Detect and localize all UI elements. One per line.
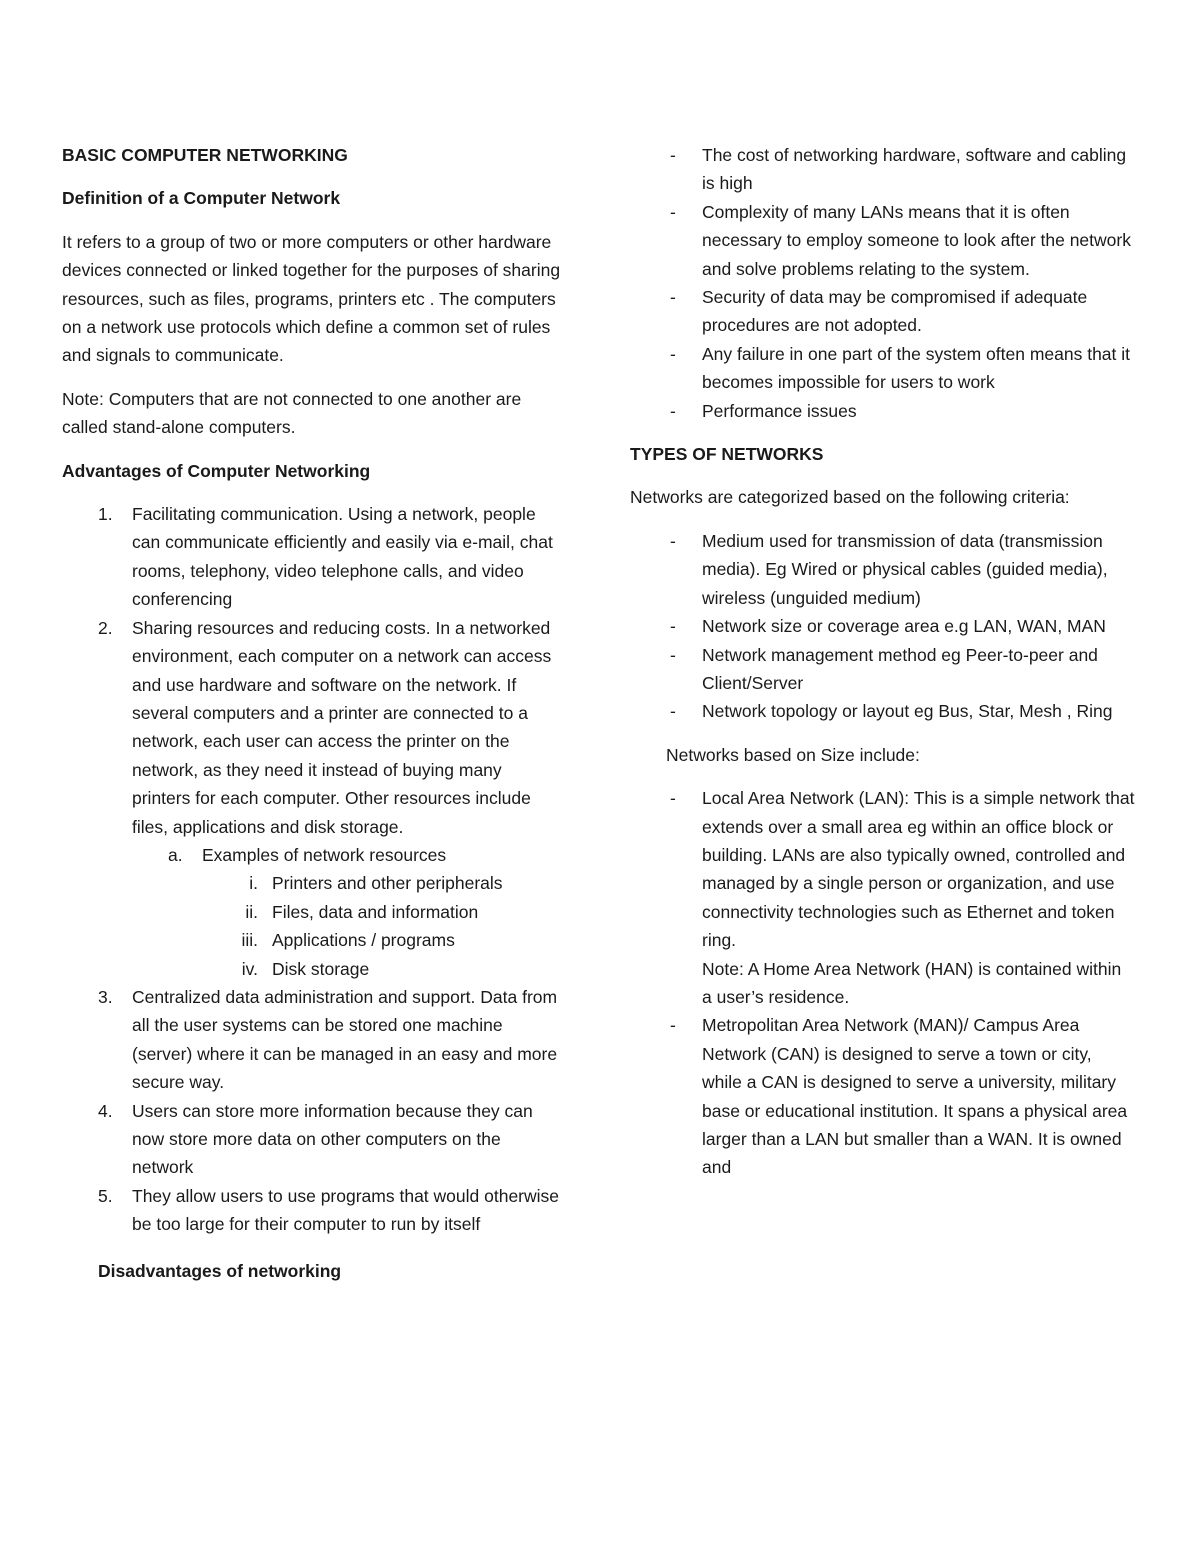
dash-marker: - <box>670 530 676 551</box>
page-title: BASIC COMPUTER NETWORKING <box>62 145 348 165</box>
resources-subitem <box>62 841 562 869</box>
disadvantage-item <box>630 198 1135 283</box>
definition-paragraph: It refers to a group of two or more computers or other hardware devices connected or linked together for the purposes of sharing resources, such as files, programs, printers etc . The computers on a network use protocols which define a common set of rules and signals to communicate. <box>62 231 561 366</box>
resource-item <box>62 869 562 897</box>
criteria-item <box>630 527 1135 612</box>
list-marker: a. <box>168 844 183 865</box>
man-text: Metropolitan Area Network (MAN)/ Campus Area Network (CAN) is designed to serve a town or city, while a CAN is designed to serve a university, military base or educational institution. It spans a physical area larger than a LAN but smaller than a WAN. It is owned and <box>702 1015 1128 1178</box>
list-item-text: Sharing resources and reducing costs. In a networked environment, each computer on a network can access and use hardware and software on the network. If several computers and a printer are connected to a network, each user can access the printer on the network, as they need it instead of buying many printers for each computer. Other resources include files, applications and disk storage. <box>132 617 552 837</box>
size-list <box>630 784 1135 1182</box>
list-item-text: Disk storage <box>272 958 370 979</box>
criteria-list <box>630 527 1135 726</box>
disadvantage-item <box>630 141 1135 198</box>
list-marker: 3. <box>98 986 113 1007</box>
list-marker: iii. <box>241 930 258 951</box>
types-heading: TYPES OF NETWORKS <box>630 444 824 465</box>
dash-marker: - <box>670 287 676 308</box>
list-marker: 1. <box>98 504 113 525</box>
left-column <box>62 141 562 1285</box>
list-marker: 5. <box>98 1185 113 1206</box>
disadvantage-item <box>630 340 1135 397</box>
disadvantage-item <box>630 283 1135 340</box>
list-item-text: Printers and other peripherals <box>272 873 503 894</box>
dash-marker: - <box>670 616 676 637</box>
list-item-text: Complexity of many LANs means that it is often necessary to employ someone to look after the network and solve problems relating to the system. <box>702 201 1131 279</box>
size-intro: Networks based on Size include: <box>666 744 920 765</box>
list-item-text: They allow users to use programs that would otherwise be too large for their computer to run by itself <box>132 1185 560 1235</box>
list-item-text: Applications / programs <box>272 930 455 951</box>
list-item-text: Any failure in one part of the system often means that it becomes impossible for users to work <box>702 343 1131 393</box>
list-item-text: Network size or coverage area e.g LAN, WAN, MAN <box>702 616 1106 637</box>
list-item-text: Centralized data administration and support. Data from all the user systems can be stored one machine (server) where it can be managed in an easy and more secure way. <box>132 986 558 1093</box>
criteria-item <box>630 612 1135 640</box>
dash-marker: - <box>670 400 676 421</box>
disadvantage-item <box>630 397 1135 425</box>
list-marker: 4. <box>98 1100 113 1121</box>
list-item-text: Medium used for transmission of data (transmission media). Eg Wired or physical cables (guided media), wireless (unguided medium) <box>702 530 1108 608</box>
lan-text: Local Area Network (LAN): This is a simple network that extends over a small area eg within an office block or building. LANs are also typically owned, controlled and managed by a single person or organization, and use connectivity technologies such as Ethernet and token ring. <box>702 788 1135 951</box>
advantages-list <box>62 500 562 1239</box>
advantage-item-1 <box>62 500 562 614</box>
list-marker: iv. <box>241 958 258 979</box>
disadvantages-list <box>630 141 1135 425</box>
resource-item <box>62 898 562 926</box>
resource-item <box>62 926 562 954</box>
han-note: Note: A Home Area Network (HAN) is contained within a user’s residence. <box>702 958 1122 1007</box>
list-item-text: Examples of network resources <box>202 844 447 865</box>
man-item <box>630 1011 1135 1181</box>
lan-item <box>630 784 1135 1011</box>
dash-marker: - <box>670 201 676 222</box>
list-item-text: Network management method eg Peer-to-peer and Client/Server <box>702 644 1098 693</box>
resource-item <box>62 955 562 983</box>
list-marker: ii. <box>245 901 258 922</box>
note-paragraph: Note: Computers that are not connected to one another are called stand-alone computers. <box>62 388 522 438</box>
dash-marker: - <box>670 644 676 665</box>
definition-heading: Definition of a Computer Network <box>62 188 341 209</box>
dash-marker: - <box>670 145 676 165</box>
list-marker: i. <box>249 873 258 894</box>
list-item-text: The cost of networking hardware, software and cabling is high <box>702 145 1127 194</box>
advantage-item-2 <box>62 614 562 841</box>
list-item-text: Facilitating communication. Using a network, people can communicate efficiently and easily via e-mail, chat rooms, telephony, video telephone calls, and video conferencing <box>132 504 553 610</box>
right-column <box>630 141 1135 1182</box>
advantage-item-5 <box>62 1182 562 1239</box>
list-item-text: Performance issues <box>702 400 857 421</box>
list-item-text: Network topology or layout eg Bus, Star, Mesh , Ring <box>702 701 1113 722</box>
dash-marker: - <box>670 343 676 364</box>
list-item-text: Security of data may be compromised if adequate procedures are not adopted. <box>702 287 1088 336</box>
advantage-item-4 <box>62 1097 562 1182</box>
advantages-heading: Advantages of Computer Networking <box>62 460 371 481</box>
list-item-text: Files, data and information <box>272 901 479 922</box>
disadvantages-heading: Disadvantages of networking <box>98 1260 342 1281</box>
criteria-item <box>630 697 1135 725</box>
dash-marker: - <box>670 1015 676 1036</box>
criteria-item <box>630 641 1135 698</box>
list-marker: 2. <box>98 617 113 638</box>
dash-marker: - <box>670 788 676 809</box>
dash-marker: - <box>670 701 676 722</box>
list-item-text: Users can store more information because they can now store more data on other computers on the network <box>132 1100 533 1178</box>
criteria-intro: Networks are categorized based on the following criteria: <box>630 487 1070 508</box>
advantage-item-3 <box>62 983 562 1097</box>
